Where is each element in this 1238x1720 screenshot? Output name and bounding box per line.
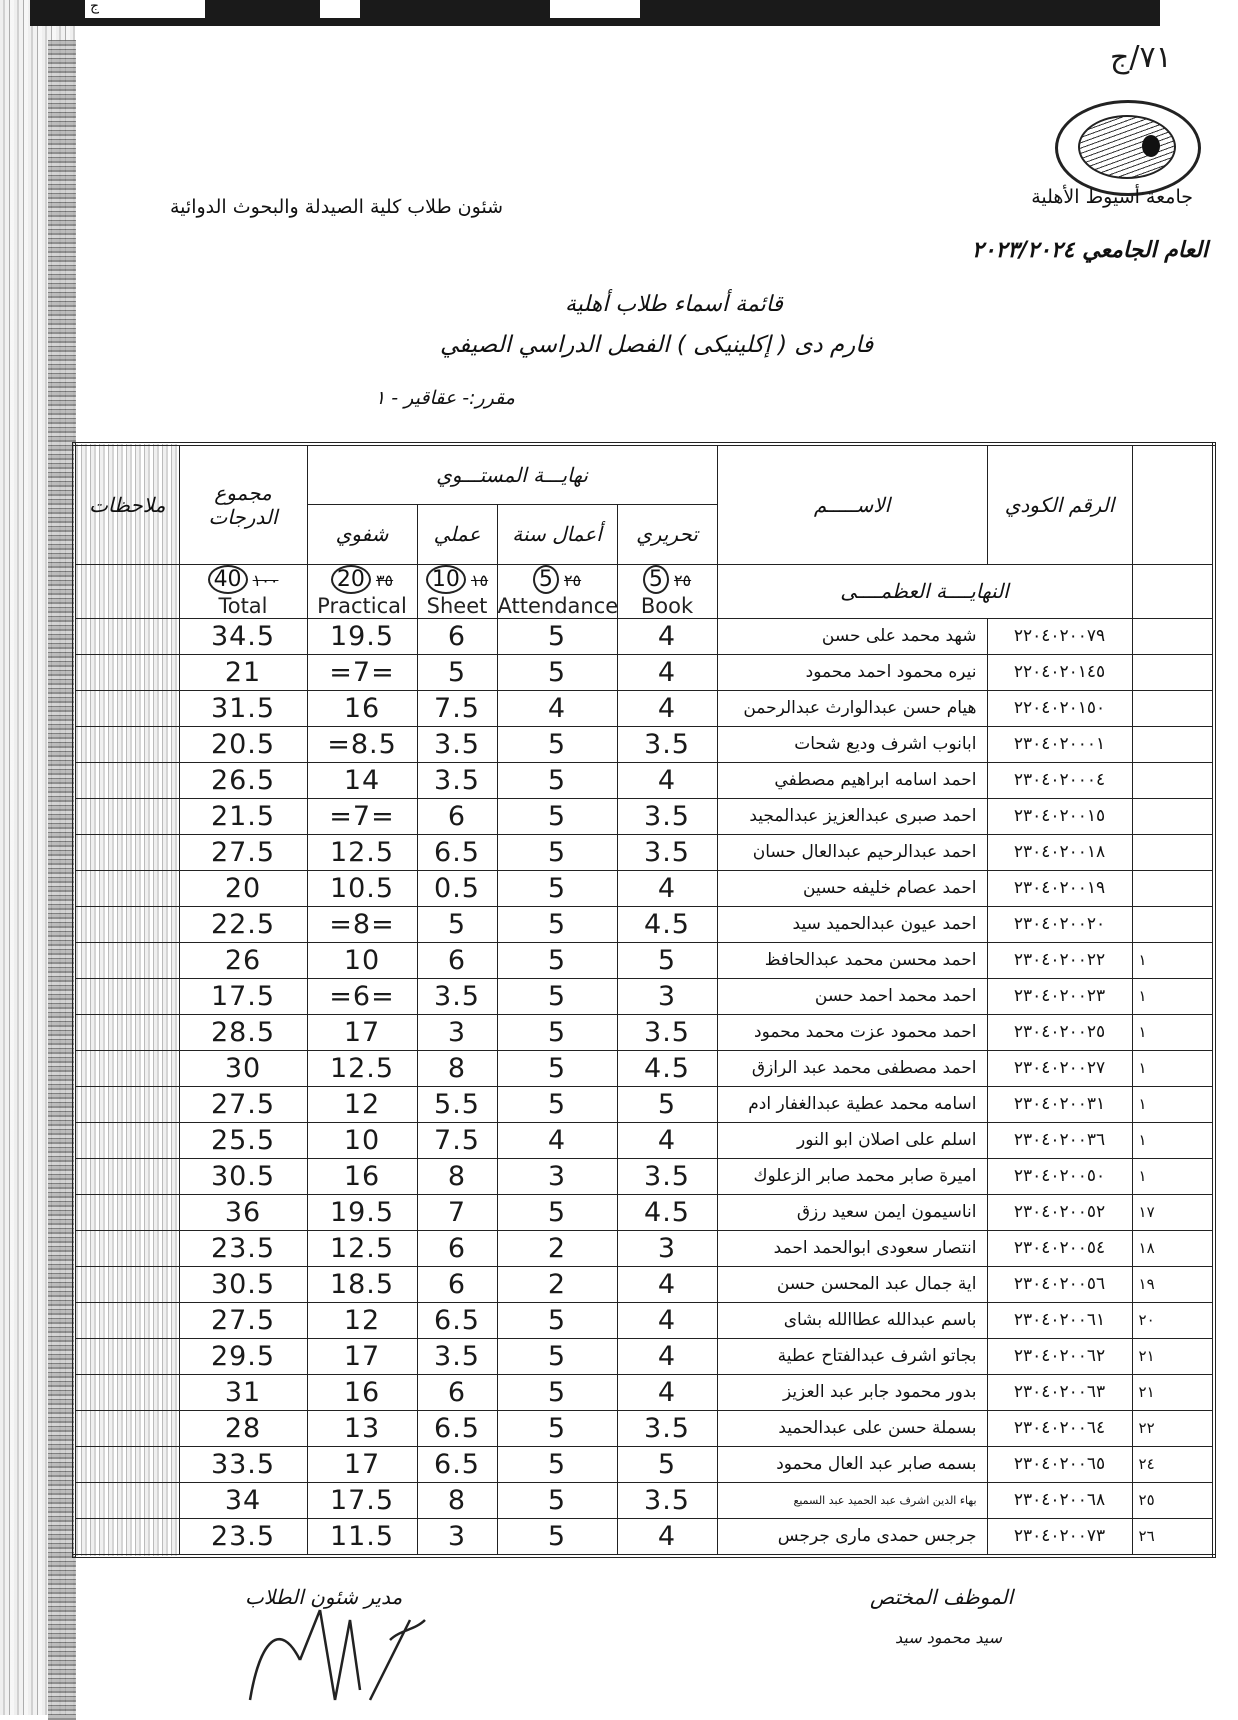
total-cell: 34.5 [179,618,307,654]
serial-number: ٢٥ [1132,1482,1214,1518]
year-work-cell: 5 [497,618,617,654]
practical-cell: 3 [417,1518,497,1556]
year-work-cell: 5 [497,762,617,798]
oral-cell: 12.5 [307,834,417,870]
written-cell: 4 [617,762,717,798]
student-code: ٢٣٠٤٠٢٠٠١٥ [987,798,1132,834]
col-code: الرقم الكودي [987,444,1132,564]
col-oral: شفوي [307,504,417,564]
student-code: ٢٣٠٤٠٢٠٠٢٣ [987,978,1132,1014]
notes-cell [74,1194,179,1230]
max-written: 5 ٢٥ Book [617,564,717,618]
serial-number: ١ [1132,1122,1214,1158]
table-row [74,618,1214,654]
practical-cell: 6.5 [417,834,497,870]
max-label: النهايــــة العظمــــى [717,564,1132,618]
student-name: احمد اسامه ابراهيم مصطفي [717,762,987,798]
col-level-end: نهايـــة المستـــوي [307,444,717,504]
notes-cell [74,1086,179,1122]
serial-number: ٢٦ [1132,1518,1214,1556]
col-name: الاســـــم [717,444,987,564]
student-name: بجاتو اشرف عبدالفتاح عطية [717,1338,987,1374]
notes-cell [74,1302,179,1338]
total-cell: 34 [179,1482,307,1518]
oral-cell: 17 [307,1446,417,1482]
written-cell: 4 [617,1374,717,1410]
year-work-cell: 5 [497,1086,617,1122]
written-cell: 5 [617,942,717,978]
max-year-work: 5 ٢٥ Attendance [497,564,617,618]
practical-cell: 6.5 [417,1446,497,1482]
student-name: اسامه محمد عطية عبدالغفار ادم [717,1086,987,1122]
year-work-cell: 5 [497,1482,617,1518]
oral-cell: 16 [307,1158,417,1194]
table-row [74,1302,1214,1338]
student-name: ابانوب اشرف وديع شحات [717,726,987,762]
written-cell: 3.5 [617,726,717,762]
serial-number [1132,654,1214,690]
student-code: ٢٣٠٤٠٢٠٠٠١ [987,726,1132,762]
student-code: ٢٣٠٤٠٢٠٠٣١ [987,1086,1132,1122]
written-cell: 5 [617,1086,717,1122]
student-name: احمد عبدالرحيم عبدالعال حسان [717,834,987,870]
table-row [74,1158,1214,1194]
university-logo [1055,100,1201,196]
oral-cell: 10 [307,942,417,978]
year-work-cell: 5 [497,726,617,762]
table-row [74,906,1214,942]
year-work-cell: 5 [497,654,617,690]
total-cell: 23.5 [179,1230,307,1266]
written-cell: 3 [617,1230,717,1266]
serial-number [1132,762,1214,798]
year-work-cell: 5 [497,942,617,978]
university-name: جامعة أسيوط الأهلية [1031,186,1193,208]
academic-year: العام الجامعي ٢٠٢٣/٢٠٢٤ [971,238,1208,263]
oral-cell: 14 [307,762,417,798]
student-name: جرجس حمدى مارى جرجس [717,1518,987,1556]
year-work-cell: 5 [497,1374,617,1410]
practical-cell: 6 [417,798,497,834]
written-cell: 3.5 [617,834,717,870]
serial-number [1132,726,1214,762]
notes-cell [74,1158,179,1194]
total-cell: 26 [179,942,307,978]
student-name: باسم عبدالله عطاالله بشاى [717,1302,987,1338]
oral-cell: 18.5 [307,1266,417,1302]
year-work-cell: 5 [497,1014,617,1050]
notes-cell [74,1338,179,1374]
practical-cell: 5.5 [417,1086,497,1122]
student-code: ٢٣٠٤٠٢٠٠٧٣ [987,1518,1132,1556]
total-cell: 27.5 [179,1302,307,1338]
oral-cell: =7= [307,798,417,834]
table-row [74,1086,1214,1122]
serial-number: ١ [1132,1086,1214,1122]
student-code: ٢٣٠٤٠٢٠٠٢٢ [987,942,1132,978]
student-name: نيره محمود احمد محمود [717,654,987,690]
written-cell: 4 [617,870,717,906]
table-row [74,942,1214,978]
written-cell: 3.5 [617,1410,717,1446]
director-title: مدير شئون الطلاب [245,1585,403,1609]
oral-cell: 13 [307,1410,417,1446]
student-code: ٢٣٠٤٠٢٠٠٢٠ [987,906,1132,942]
oral-cell: 17.5 [307,1482,417,1518]
oral-cell: 17 [307,1014,417,1050]
student-name: احمد عيون عبدالحميد سيد [717,906,987,942]
director-signature [240,1600,440,1710]
notes-cell [74,1122,179,1158]
total-cell: 29.5 [179,1338,307,1374]
written-cell: 3 [617,978,717,1014]
practical-cell: 5 [417,906,497,942]
total-cell: 26.5 [179,762,307,798]
student-code: ٢٣٠٤٠٢٠٠٥٠ [987,1158,1132,1194]
year-work-cell: 4 [497,1122,617,1158]
table-row [74,1446,1214,1482]
year-work-cell: 5 [497,1410,617,1446]
table-row [74,1338,1214,1374]
student-code: ٢٣٠٤٠٢٠٠٦١ [987,1302,1132,1338]
student-name: بسملة حسن على عبدالحميد [717,1410,987,1446]
serial-number: ٢١ [1132,1338,1214,1374]
total-cell: 30 [179,1050,307,1086]
course-name: مقرر:- عقاقير - ١ [375,387,515,409]
col-year-work: أعمال سنة [497,504,617,564]
table-row [74,834,1214,870]
year-work-cell: 5 [497,1518,617,1556]
notes-cell [74,1446,179,1482]
total-cell: 31.5 [179,690,307,726]
written-cell: 3.5 [617,1158,717,1194]
practical-cell: 5 [417,654,497,690]
serial-number: ١ [1132,1014,1214,1050]
total-cell: 22.5 [179,906,307,942]
department-name: شئون طلاب كلية الصيدلة والبحوث الدوائية [170,196,504,218]
serial-number: ١ [1132,978,1214,1014]
practical-cell: 3.5 [417,726,497,762]
table-row [74,726,1214,762]
total-cell: 21.5 [179,798,307,834]
total-cell: 28 [179,1410,307,1446]
grades-body [74,618,1214,1556]
practical-cell: 6 [417,1266,497,1302]
table-row [74,1374,1214,1410]
year-work-cell: 4 [497,690,617,726]
student-name: احمد محمد احمد حسن [717,978,987,1014]
student-name: اناسيمون ايمن سعيد رزق [717,1194,987,1230]
student-code: ٢٣٠٤٠٢٠٠٥٢ [987,1194,1132,1230]
student-code: ٢٣٠٤٠٢٠٠٦٤ [987,1410,1132,1446]
year-work-cell: 5 [497,1446,617,1482]
practical-cell: 8 [417,1158,497,1194]
oral-cell: 10 [307,1122,417,1158]
practical-cell: 7 [417,1194,497,1230]
student-name: احمد مصطفى محمد عبد الرازق [717,1050,987,1086]
total-cell: 20 [179,870,307,906]
notes-cell [74,834,179,870]
student-code: ٢٣٠٤٠٢٠٠٣٦ [987,1122,1132,1158]
employee-name: سيد محمود سيد [895,1628,1002,1647]
oral-cell: 16 [307,690,417,726]
table-row [74,798,1214,834]
total-cell: 30.5 [179,1266,307,1302]
serial-number: ٢٠ [1132,1302,1214,1338]
oral-cell: 11.5 [307,1518,417,1556]
practical-cell: 3 [417,1014,497,1050]
notes-cell [74,1230,179,1266]
notes-cell [74,1374,179,1410]
practical-cell: 7.5 [417,690,497,726]
practical-cell: 6 [417,1230,497,1266]
total-cell: 27.5 [179,1086,307,1122]
written-cell: 4 [617,1338,717,1374]
oral-cell: 16 [307,1374,417,1410]
written-cell: 4 [617,654,717,690]
table-row [74,978,1214,1014]
table-row [74,1014,1214,1050]
student-code: ٢٣٠٤٠٢٠٠٥٤ [987,1230,1132,1266]
oral-cell: 12 [307,1302,417,1338]
student-name: اية جمال عبد المحسن حسن [717,1266,987,1302]
col-serial [1132,444,1214,564]
practical-cell: 0.5 [417,870,497,906]
serial-number: ٢٢ [1132,1410,1214,1446]
serial-number: ٢١ [1132,1374,1214,1410]
practical-cell: 3.5 [417,978,497,1014]
student-code: ٢٣٠٤٠٢٠٠٢٥ [987,1014,1132,1050]
year-work-cell: 5 [497,1302,617,1338]
total-cell: 33.5 [179,1446,307,1482]
notes-cell [74,906,179,942]
table-row [74,762,1214,798]
notes-cell [74,978,179,1014]
written-cell: 3.5 [617,1014,717,1050]
serial-number [1132,798,1214,834]
max-practical: 10 ١٥ Sheet [417,564,497,618]
student-code: ٢٣٠٤٠٢٠٠١٨ [987,834,1132,870]
total-cell: 21 [179,654,307,690]
oral-cell: 19.5 [307,618,417,654]
student-code: ٢٣٠٤٠٢٠٠٦٨ [987,1482,1132,1518]
notes-cell [74,1266,179,1302]
total-cell: 31 [179,1374,307,1410]
notes-cell [74,798,179,834]
practical-cell: 6 [417,942,497,978]
table-row [74,1518,1214,1556]
year-work-cell: 5 [497,834,617,870]
serial-number: ٢٤ [1132,1446,1214,1482]
scan-top-bar [30,0,1160,26]
student-name: بسمه صابر عبد العال محمود [717,1446,987,1482]
serial-number [1132,870,1214,906]
notes-cell [74,690,179,726]
student-code: ٢٢٠٤٠٢٠١٥٠ [987,690,1132,726]
student-name: احمد عصام خليفه حسين [717,870,987,906]
max-marks-row [74,564,1214,618]
written-cell: 4 [617,618,717,654]
written-cell: 4.5 [617,1050,717,1086]
written-cell: 4 [617,1122,717,1158]
serial-number [1132,906,1214,942]
notes-cell [74,654,179,690]
max-oral: 20 ٣٥ Practical [307,564,417,618]
total-cell: 28.5 [179,1014,307,1050]
year-work-cell: 5 [497,1338,617,1374]
year-work-cell: 5 [497,1050,617,1086]
serial-number: ١ [1132,1050,1214,1086]
year-work-cell: 5 [497,978,617,1014]
written-cell: 4 [617,690,717,726]
student-code: ٢٣٠٤٠٢٠٠٦٥ [987,1446,1132,1482]
student-name: هيام حسن عبدالوارث عبدالرحمن [717,690,987,726]
practical-cell: 8 [417,1050,497,1086]
student-name: احمد صبرى عبدالعزيز عبدالمجيد [717,798,987,834]
oral-cell: 17 [307,1338,417,1374]
notes-cell [74,870,179,906]
notes-cell [74,1014,179,1050]
notes-cell [74,618,179,654]
written-cell: 4 [617,1266,717,1302]
practical-cell: 3.5 [417,762,497,798]
oral-cell: 10.5 [307,870,417,906]
student-code: ٢٣٠٤٠٢٠٠١٩ [987,870,1132,906]
total-cell: 23.5 [179,1518,307,1556]
oral-cell: =8= [307,906,417,942]
student-code: ٢٣٠٤٠٢٠٠٢٧ [987,1050,1132,1086]
written-cell: 4 [617,1518,717,1556]
total-cell: 30.5 [179,1158,307,1194]
written-cell: 4.5 [617,906,717,942]
table-row [74,1230,1214,1266]
max-total: 40 ١٠٠ Total [179,564,307,618]
table-row [74,690,1214,726]
oral-cell: 19.5 [307,1194,417,1230]
student-code: ٢٣٠٤٠٢٠٠٠٤ [987,762,1132,798]
practical-cell: 8 [417,1482,497,1518]
written-cell: 5 [617,1446,717,1482]
year-work-cell: 5 [497,798,617,834]
col-total: مجموع الدرجات [179,444,307,564]
student-name: بهاء الدين اشرف عبد الحميد عبد السميع [717,1482,987,1518]
notes-cell [74,942,179,978]
serial-number [1132,834,1214,870]
student-name: اميرة صابر محمد صابر الزعلوك [717,1158,987,1194]
student-code: ٢٣٠٤٠٢٠٠٦٢ [987,1338,1132,1374]
grades-table [72,442,1216,1558]
serial-number: ١٧ [1132,1194,1214,1230]
year-work-cell: 2 [497,1230,617,1266]
student-name: بدور محمود جابر عبد العزيز [717,1374,987,1410]
notes-cell [74,1050,179,1086]
table-row [74,1266,1214,1302]
written-cell: 3.5 [617,798,717,834]
serial-number: ١ [1132,1158,1214,1194]
notes-cell [74,762,179,798]
oral-cell: =6= [307,978,417,1014]
oral-cell: =8.5 [307,726,417,762]
year-work-cell: 5 [497,906,617,942]
program-title: فارم دى ( إكلينيكى ) الفصل الدراسي الصيفي [440,332,874,358]
serial-number: ١٩ [1132,1266,1214,1302]
total-cell: 20.5 [179,726,307,762]
student-name: احمد محمود عزت محمد محمود [717,1014,987,1050]
year-work-cell: 3 [497,1158,617,1194]
total-cell: 25.5 [179,1122,307,1158]
written-cell: 4.5 [617,1194,717,1230]
table-row [74,654,1214,690]
table-row [74,1410,1214,1446]
student-name: شهد محمد على حسن [717,618,987,654]
col-written: تحريري [617,504,717,564]
notes-cell [74,1518,179,1556]
student-name: انتصار سعودى ابوالحمد احمد [717,1230,987,1266]
student-name: اسلم على اصلان ابو النور [717,1122,987,1158]
serial-number: ١ [1132,942,1214,978]
top-strip-label: ج [90,0,100,14]
serial-number: ١٨ [1132,1230,1214,1266]
oral-cell: 12 [307,1086,417,1122]
employee-title: الموظف المختص [870,1585,1014,1609]
oral-cell: 12.5 [307,1230,417,1266]
total-cell: 27.5 [179,834,307,870]
notes-cell [74,726,179,762]
student-code: ٢٢٠٤٠٢٠١٤٥ [987,654,1132,690]
written-cell: 4 [617,1302,717,1338]
serial-number [1132,618,1214,654]
total-cell: 17.5 [179,978,307,1014]
practical-cell: 6 [417,1374,497,1410]
practical-cell: 7.5 [417,1122,497,1158]
col-notes: ملاحظات [74,444,179,564]
year-work-cell: 5 [497,1194,617,1230]
practical-cell: 6 [417,618,497,654]
serial-number [1132,690,1214,726]
oral-cell: 12.5 [307,1050,417,1086]
table-row [74,1194,1214,1230]
student-name: احمد محسن محمد عبدالحافظ [717,942,987,978]
student-code: ٢٣٠٤٠٢٠٠٥٦ [987,1266,1132,1302]
student-code: ٢٢٠٤٠٢٠٠٧٩ [987,618,1132,654]
table-row [74,1482,1214,1518]
written-cell: 3.5 [617,1482,717,1518]
total-cell: 36 [179,1194,307,1230]
student-code: ٢٣٠٤٠٢٠٠٦٣ [987,1374,1132,1410]
list-title: قائمة أسماء طلاب أهلية [565,292,783,317]
header-row-1 [74,444,1214,504]
table-row [74,1122,1214,1158]
table-row [74,870,1214,906]
corner-handwriting: ٧١/ج [1110,40,1172,75]
year-work-cell: 2 [497,1266,617,1302]
notes-cell [74,1410,179,1446]
practical-cell: 6.5 [417,1410,497,1446]
table-row [74,1050,1214,1086]
col-practical: عملي [417,504,497,564]
notes-cell [74,1482,179,1518]
practical-cell: 6.5 [417,1302,497,1338]
year-work-cell: 5 [497,870,617,906]
practical-cell: 3.5 [417,1338,497,1374]
oral-cell: =7= [307,654,417,690]
